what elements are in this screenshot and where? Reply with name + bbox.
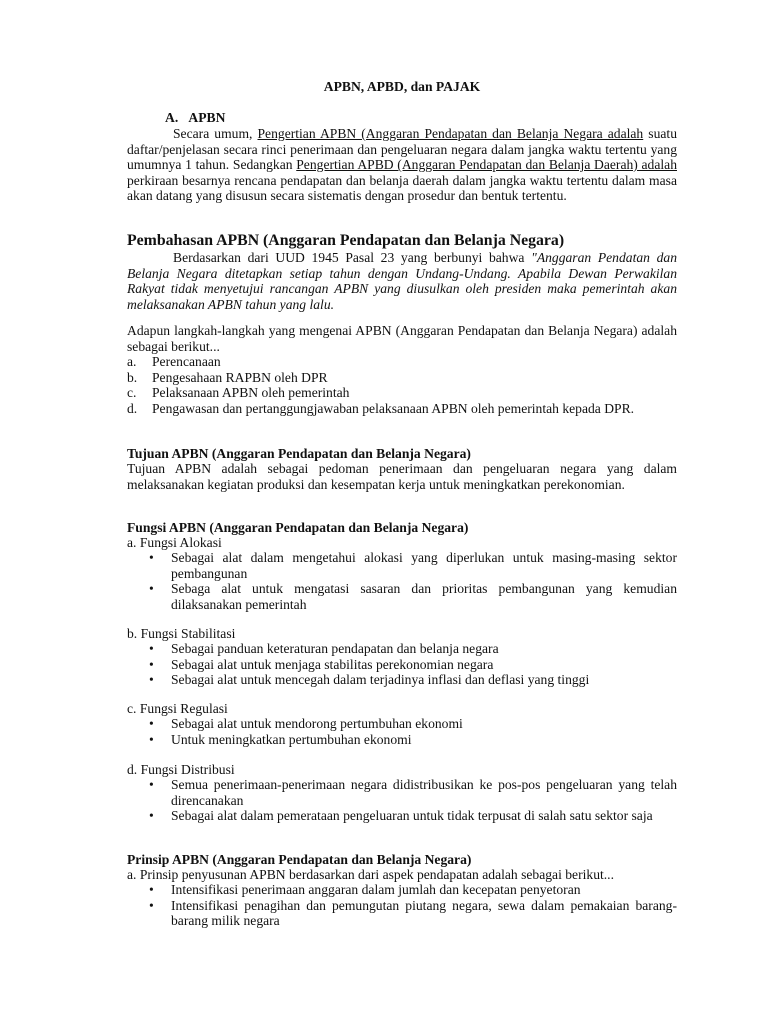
bullet-item: • Intensifikasi penerimaan anggaran dalam jumlah dan kecepatan penyetoran	[147, 882, 677, 898]
bullet-item: • Intensifikasi penagihan dan pemungutan piutang negara, sewa dalam pemakaian barang-barang milik negara	[147, 898, 677, 929]
section-a-title: APBN	[188, 110, 226, 125]
fungsi-distribusi-label: d. Fungsi Distribusi	[127, 762, 235, 777]
document-title: APBN, APBD, dan PAJAK	[323, 79, 481, 94]
list-item-text: Pengawasan dan pertanggungjawaban pelaksanaan APBN oleh pemerintah kepada DPR.	[152, 400, 635, 416]
list-item	[127, 385, 677, 401]
bullet-item: • Sebagai alat dalam mengetahui alokasi yang diperlukan untuk masing-masing sektor pembangunan	[147, 550, 677, 581]
section-a-marker: A.	[165, 110, 179, 125]
bullet-item: • Sebagai alat untuk mendorong pertumbuhan ekonomi	[147, 716, 677, 732]
fungsi-alokasi-label: a. Fungsi Alokasi	[127, 535, 222, 550]
fungsi-regulasi-label: c. Fungsi Regulasi	[127, 701, 228, 716]
intro-text-2: suatu daftar/penjelasan secara rinci penerimaan dan pengeluaran negara dalam jangka waktu tertentu yang umumnya 1 tahun. Sedangkan	[127, 126, 677, 173]
section-a-heading	[165, 110, 365, 126]
fungsi-regulasi-list	[147, 716, 677, 747]
intro-text-3: perkiraan besarnya rencana pendapatan dan belanja daerah dalam jangka waktu tertentu dalam masa akan datang yang disusun secara sistematis dengan prosedur dan bentuk tertentu.	[127, 172, 677, 204]
pembahasan-heading: Pembahasan APBN (Anggaran Pendapatan dan Belanja Negara)	[127, 232, 565, 249]
list-item-text: Pengesahaan RAPBN oleh DPR	[152, 369, 328, 385]
bullet-item: • Sebaga alat untuk mengatasi sasaran dan prioritas pembangunan yang kemudian dilaksanakan pemerintah	[147, 581, 677, 612]
pembahasan-text: Berdasarkan dari UUD 1945 Pasal 23 yang berbunyi bahwa	[173, 250, 525, 265]
list-item-text: Pelaksanaan APBN oleh pemerintah	[152, 385, 350, 401]
prinsip-intro: a. Prinsip penyusunan APBN berdasarkan dari aspek pendapatan adalah sebagai berikut...	[127, 867, 614, 882]
fungsi-alokasi-list	[147, 550, 677, 612]
list-item	[127, 370, 677, 386]
langkah-list	[127, 354, 677, 416]
fungsi-distribusi-list	[147, 777, 677, 824]
bullet-item: • Sebagai alat dalam pemerataan pengeluaran untuk tidak terpusat di salah satu sektor saja	[147, 808, 677, 824]
intro-text-1: Secara umum,	[173, 126, 253, 141]
prinsip-heading: Prinsip APBN (Anggaran Pendapatan dan Belanja Negara)	[127, 852, 472, 867]
bullet-item: • Sebagai alat untuk menjaga stabilitas perekonomian negara	[147, 657, 677, 673]
tujuan-text: Tujuan APBN adalah sebagai pedoman penerimaan dan pengeluaran negara yang dalam melaksanakan kegiatan produksi dan kesempatan kerja untuk meningkatkan perekonomian.	[127, 461, 677, 492]
list-marker: c.	[127, 385, 137, 401]
langkah-intro: Adapun langkah-langkah yang mengenai APBN (Anggaran Pendapatan dan Belanja Negara) adalah sebagai berikut...	[127, 323, 677, 354]
fungsi-stabilitasi-list	[147, 641, 677, 688]
prinsip-list	[147, 882, 677, 929]
list-marker: a.	[127, 354, 137, 369]
uud-quote: "Anggaran Pendatan dan Belanja Negara ditetapkan setiap tahun dengan Undang-Undang. Apabila Dewan Perwakilan Rakyat tidak menyetujui rancangan APBN yang diusulkan oleh presiden maka pemerintah akan melaksanakan APBN tahun yang lalu.	[127, 250, 677, 312]
bullet-item: • Sebagai alat untuk mencegah dalam terjadinya inflasi dan deflasi yang tinggi	[147, 672, 677, 688]
pengertian-apbn-link[interactable]: Pengertian APBN (Anggaran Pendapatan dan Belanja Negara adalah	[257, 126, 644, 141]
fungsi-stabilitasi-label: b. Fungsi Stabilitasi	[127, 626, 236, 641]
list-item	[127, 354, 677, 370]
pengertian-apbd-link[interactable]: Pengertian APBD (Anggaran Pendapatan dan Belanja Daerah) adalah	[296, 157, 677, 173]
tujuan-heading: Tujuan APBN (Anggaran Pendapatan dan Belanja Negara)	[127, 446, 471, 461]
bullet-item: • Semua penerimaan-penerimaan negara didistribusikan ke pos-pos pengeluaran yang telah direncanakan	[147, 777, 677, 808]
list-marker: d.	[127, 400, 138, 416]
bullet-item: • Sebagai panduan keteraturan pendapatan dan belanja negara	[147, 641, 677, 657]
list-marker: b.	[127, 369, 138, 385]
pembahasan-paragraph	[127, 250, 677, 312]
list-item-text: Perencanaan	[152, 354, 221, 369]
intro-paragraph	[127, 126, 677, 204]
bullet-item: • Untuk meningkatkan pertumbuhan ekonomi	[147, 732, 677, 748]
list-item	[127, 401, 677, 417]
fungsi-heading: Fungsi APBN (Anggaran Pendapatan dan Belanja Negara)	[127, 520, 469, 535]
